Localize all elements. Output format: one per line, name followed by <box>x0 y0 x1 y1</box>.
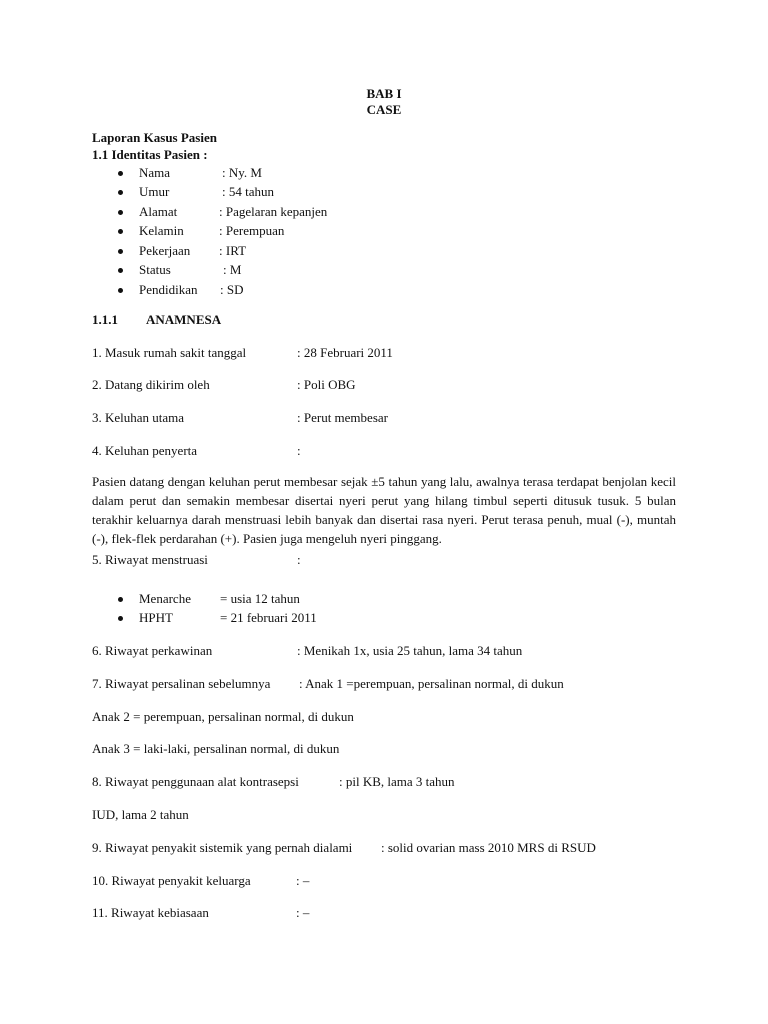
bullet-icon <box>118 171 123 176</box>
item-value: : 28 Februari 2011 <box>297 345 393 360</box>
menstruation-bullet-label: HPHT <box>139 610 173 625</box>
identity-value: : Perempuan <box>219 223 285 238</box>
item-label: 3. Keluhan utama <box>92 410 185 425</box>
births-child-3: Anak 3 = laki-laki, persalinan normal, di dukun <box>92 741 340 756</box>
marriage-value: : Menikah 1x, usia 25 tahun, lama 34 tahun <box>297 643 523 658</box>
section-heading: ANAMNESA <box>146 312 222 327</box>
menstruation-bullet-value: = 21 februari 2011 <box>220 610 317 625</box>
menstruation-value: : <box>297 552 301 567</box>
item-label: 4. Keluhan penyerta <box>92 443 198 458</box>
systemic-label: 9. Riwayat penyakit sistemik yang pernah dialami <box>92 840 353 855</box>
identity-value: : SD <box>220 282 244 297</box>
report-title: Laporan Kasus Pasien <box>92 130 217 145</box>
contraception-value: : pil KB, lama 3 tahun <box>339 774 455 789</box>
identity-label: Nama <box>139 165 171 180</box>
identity-label: Status <box>139 262 171 277</box>
menstruation-bullet-label: Menarche <box>139 591 191 606</box>
menstruation-label: 5. Riwayat menstruasi <box>92 552 208 567</box>
family-value: : – <box>296 873 310 888</box>
chapter-subtitle: CASE <box>366 102 402 117</box>
identity-label: Pendidikan <box>139 282 198 297</box>
identity-label: Kelamin <box>139 223 184 238</box>
chapter-title: BAB I <box>366 86 402 101</box>
item-value: : Perut membesar <box>297 410 388 425</box>
bullet-icon <box>118 229 123 234</box>
family-label: 10. Riwayat penyakit keluarga <box>92 873 251 888</box>
section-number: 1.1.1 <box>92 312 118 327</box>
bullet-icon <box>118 210 123 215</box>
bullet-icon <box>118 268 123 273</box>
identity-value: : IRT <box>219 243 247 258</box>
item-value: : <box>297 443 301 458</box>
identity-label: Pekerjaan <box>139 243 191 258</box>
identity-value: : Ny. M <box>222 165 262 180</box>
bullet-icon <box>118 616 123 621</box>
births-value: : Anak 1 =perempuan, persalinan normal, di dukun <box>299 676 564 691</box>
identity-value: : 54 tahun <box>222 184 274 199</box>
item-label: 2. Datang dikirim oleh <box>92 377 210 392</box>
contraception-extra: IUD, lama 2 tahun <box>92 807 189 822</box>
marriage-label: 6. Riwayat perkawinan <box>92 643 213 658</box>
identity-value: : M <box>223 262 242 277</box>
bullet-icon <box>118 597 123 602</box>
bullet-icon <box>118 288 123 293</box>
complaint-paragraph: Pasien datang dengan keluhan perut membesar sejak ±5 tahun yang lalu, awalnya terasa terdapat benjolan kecil dalam perut dan semakin membesar disertai nyeri perut yang hilang timbul seperti ditusuk tusuk. 5 bulan terakhir keluarnya darah menstruasi lebih banyak dan disertai rasa nyeri. Perut terasa penuh, mual (-), muntah (-), flek-flek perdarahan (+). Pasien juga mengeluh nyeri pinggang. <box>92 474 676 546</box>
births-child-2: Anak 2 = perempuan, persalinan normal, di dukun <box>92 709 354 724</box>
bullet-icon <box>118 249 123 254</box>
identity-label: Alamat <box>139 204 178 219</box>
identity-heading: 1.1 Identitas Pasien : <box>92 147 208 162</box>
contraception-label: 8. Riwayat penggunaan alat kontrasepsi <box>92 774 299 789</box>
identity-label: Umur <box>139 184 170 199</box>
systemic-value: : solid ovarian mass 2010 MRS di RSUD <box>381 840 596 855</box>
item-label: 1. Masuk rumah sakit tanggal <box>92 345 247 360</box>
habits-label: 11. Riwayat kebiasaan <box>92 905 209 920</box>
births-label: 7. Riwayat persalinan sebelumnya <box>92 676 271 691</box>
item-value: : Poli OBG <box>297 377 356 392</box>
bullet-icon <box>118 190 123 195</box>
habits-value: : – <box>296 905 310 920</box>
identity-value: : Pagelaran kepanjen <box>219 204 328 219</box>
menstruation-bullet-value: = usia 12 tahun <box>220 591 300 606</box>
